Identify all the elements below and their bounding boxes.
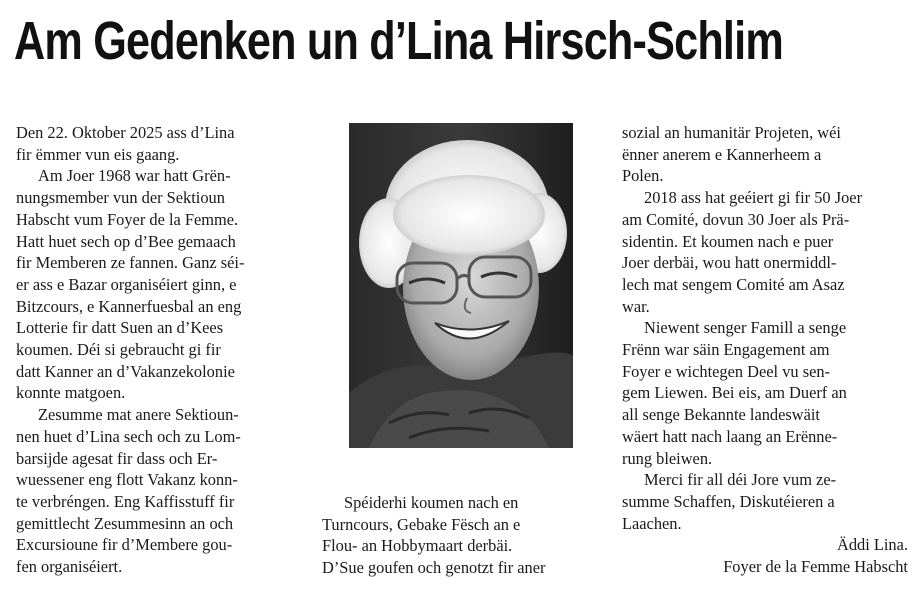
text-line: D’Sue goufen och genotzt fir aner: [322, 558, 546, 578]
text-line: Foyer e wichtegen Deel vu sen-: [622, 361, 830, 381]
text-line: all senge Bekannte landeswäit: [622, 405, 820, 425]
text-line: Joer derbäi, wou hatt onermiddl-: [622, 253, 837, 273]
text-line: Excursioune fir d’Membere gou-: [16, 535, 233, 555]
text-line: wäert hatt nach laang an Erënne-: [622, 426, 838, 446]
text-line: Habscht vum Foyer de la Femme.: [16, 209, 239, 229]
text-line: fir ëmmer vun eis gaang.: [16, 144, 180, 164]
text-line: datt Kanner an d’Vakanzekolonie: [16, 361, 235, 381]
paragraph: [16, 165, 300, 404]
farewell-line: Äddi Lina.: [836, 535, 908, 555]
text-line: fir Memberen ze fannen. Ganz séi-: [16, 253, 245, 273]
text-line: Zesumme mat anere Sektioun-: [38, 405, 239, 425]
photo-caption-text: [322, 492, 600, 579]
text-line: Laachen.: [622, 513, 682, 533]
text-line: Lotterie fir datt Suen an d’Kees: [16, 318, 224, 338]
paragraph: [622, 187, 908, 317]
text-line: Polen.: [622, 166, 664, 186]
text-line: Hatt huet sech op d’Bee gemaach: [16, 231, 236, 251]
text-line: Frënn war säin Engagement am: [622, 340, 830, 360]
text-line: wuessener eng flott Vakanz konn-: [16, 470, 238, 490]
portrait-photo: [349, 123, 573, 448]
text-line: war.: [622, 296, 650, 316]
text-line: sozial an humanitär Projeten, wéi: [622, 123, 841, 142]
paragraph: [16, 122, 300, 165]
text-line: lech mat sengem Comité am Asaz: [622, 274, 845, 294]
text-line: barsijde agesat fir dass och Er-: [16, 448, 218, 468]
text-line: te verbréngen. Eng Kaffisstuff fir: [16, 491, 235, 511]
text-line: 2018 ass hat geéiert gi fir 50 Joer: [644, 188, 863, 208]
text-line: ënner anerem e Kannerheem a: [622, 144, 822, 164]
text-line: Spéiderhi koumen nach en: [344, 493, 519, 512]
text-line: Den 22. Oktober 2025 ass d’Lina: [16, 123, 235, 142]
paragraph: [622, 122, 908, 187]
article-column-3: [622, 122, 908, 578]
text-line: nungsmember vun der Sektioun: [16, 188, 225, 208]
text-line: Turncours, Gebake Fësch an e: [322, 514, 521, 534]
paragraph: [622, 469, 908, 534]
text-line: nen huet d’Lina sech och zu Lom-: [16, 426, 241, 446]
text-line: fen organiséiert.: [16, 557, 123, 577]
organization-name: Foyer de la Femme Habscht: [723, 557, 908, 577]
paragraph: [322, 492, 600, 579]
text-line: gemittlecht Zesummesinn an och: [16, 513, 234, 533]
text-line: er ass e Bazar organiséiert ginn, e: [16, 274, 237, 294]
text-line: Am Joer 1968 war hatt Grën-: [38, 166, 231, 186]
text-line: rung bleiwen.: [622, 448, 713, 468]
text-line: summe Schaffen, Diskutéieren a: [622, 491, 835, 511]
paragraph: [622, 317, 908, 469]
paragraph: [16, 404, 300, 578]
article-column-1: [16, 122, 300, 578]
headline: Am Gedenken un d’Lina Hirsch-Schlim: [14, 11, 783, 71]
portrait-image: [349, 123, 573, 448]
text-line: am Comité, dovun 30 Joer als Prä-: [622, 209, 850, 229]
text-line: sidentin. Et koumen nach e puer: [622, 231, 834, 251]
text-line: Bitzcours, e Kannerfuesbal an eng: [16, 296, 242, 316]
signature: [622, 534, 908, 577]
text-line: gem Liewen. Bei eis, am Duerf an: [622, 383, 847, 403]
text-line: koumen. Déi si gebraucht gi fir: [16, 340, 221, 360]
text-line: Niewent senger Famill a senge: [644, 318, 847, 338]
text-line: konnte matgoen.: [16, 383, 126, 403]
text-line: Merci fir all déi Jore vum ze-: [644, 470, 837, 490]
text-line: Flou- an Hobbymaart derbäi.: [322, 536, 513, 556]
